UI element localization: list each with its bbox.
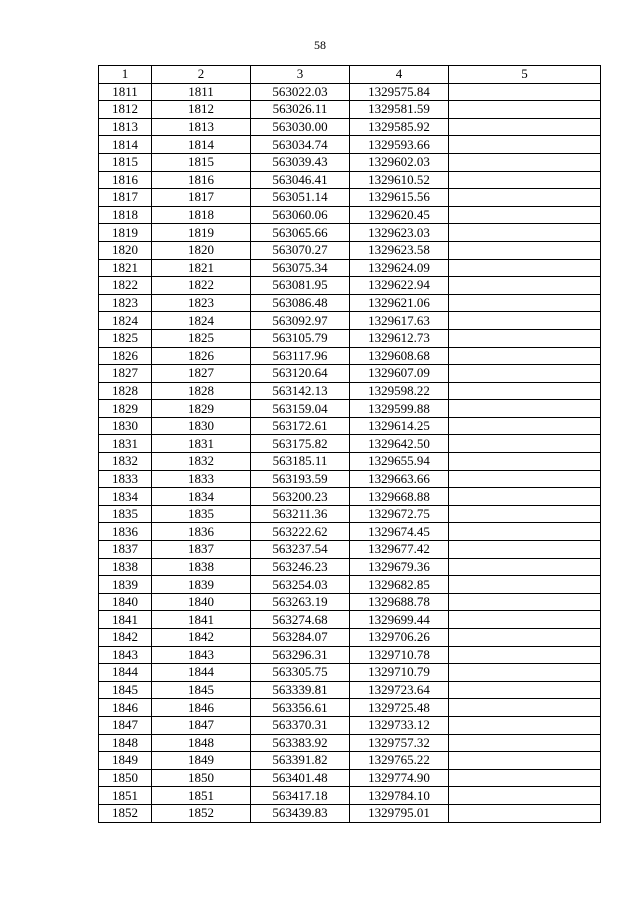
table-cell [449, 171, 601, 189]
table-cell: 1329607.09 [350, 365, 449, 383]
table-cell: 1824 [152, 312, 251, 330]
table-cell: 563246.23 [251, 558, 350, 576]
table-cell: 1833 [99, 470, 152, 488]
table-cell: 563356.61 [251, 699, 350, 717]
table-cell: 563034.74 [251, 136, 350, 154]
table-row [99, 769, 601, 787]
table-cell: 1826 [152, 347, 251, 365]
table-cell [449, 294, 601, 312]
table-cell: 563092.97 [251, 312, 350, 330]
table-cell: 1822 [99, 277, 152, 295]
table-cell: 1849 [99, 752, 152, 770]
table-cell: 1329668.88 [350, 488, 449, 506]
table-cell: 1837 [152, 541, 251, 559]
table-cell: 563305.75 [251, 664, 350, 682]
table-cell: 1329599.88 [350, 400, 449, 418]
table-cell: 1833 [152, 470, 251, 488]
table-cell: 563065.66 [251, 224, 350, 242]
table-cell: 563051.14 [251, 189, 350, 207]
table-cell: 563296.31 [251, 646, 350, 664]
table-cell: 1838 [99, 558, 152, 576]
table-cell: 1329725.48 [350, 699, 449, 717]
table-cell [449, 541, 601, 559]
table-cell: 1820 [99, 241, 152, 259]
table-cell: 1329610.52 [350, 171, 449, 189]
table-cell: 563117.96 [251, 347, 350, 365]
table-cell [449, 136, 601, 154]
table-row [99, 558, 601, 576]
table-row [99, 294, 601, 312]
table-cell: 1834 [99, 488, 152, 506]
table-row [99, 488, 601, 506]
table-cell [449, 664, 601, 682]
table-cell: 563193.59 [251, 470, 350, 488]
table-cell: 1329663.66 [350, 470, 449, 488]
table-cell: 1850 [152, 769, 251, 787]
table-cell: 1831 [152, 435, 251, 453]
table-cell: 563159.04 [251, 400, 350, 418]
table-cell [449, 365, 601, 383]
table-cell: 563046.41 [251, 171, 350, 189]
table-cell: 1813 [152, 118, 251, 136]
table-cell [449, 699, 601, 717]
table-cell: 1827 [99, 365, 152, 383]
table-cell: 563439.83 [251, 804, 350, 822]
table-cell: 1329733.12 [350, 716, 449, 734]
table-cell: 1329674.45 [350, 523, 449, 541]
table-cell [449, 505, 601, 523]
table-row [99, 646, 601, 664]
table-cell [449, 558, 601, 576]
table-row [99, 453, 601, 471]
table-cell: 563142.13 [251, 382, 350, 400]
table-cell: 1819 [99, 224, 152, 242]
table-cell: 1825 [99, 329, 152, 347]
table-cell [449, 224, 601, 242]
table-cell: 1838 [152, 558, 251, 576]
table-cell: 1846 [99, 699, 152, 717]
column-header: 1 [99, 66, 152, 84]
table-cell: 1826 [99, 347, 152, 365]
table-cell: 1329608.68 [350, 347, 449, 365]
table-cell [449, 189, 601, 207]
table-cell: 1329593.66 [350, 136, 449, 154]
table-cell: 563022.03 [251, 83, 350, 101]
table-cell: 563263.19 [251, 593, 350, 611]
table-cell: 1329602.03 [350, 153, 449, 171]
table-cell: 563105.79 [251, 329, 350, 347]
table-cell: 1329615.56 [350, 189, 449, 207]
table-cell: 1843 [99, 646, 152, 664]
table-cell [449, 629, 601, 647]
table-row [99, 541, 601, 559]
table-cell: 1836 [152, 523, 251, 541]
table-cell: 563417.18 [251, 787, 350, 805]
table-cell: 1329677.42 [350, 541, 449, 559]
table-cell: 1841 [99, 611, 152, 629]
table-cell: 1840 [99, 593, 152, 611]
table-cell: 1329655.94 [350, 453, 449, 471]
table-cell: 1818 [152, 206, 251, 224]
table-cell [449, 769, 601, 787]
table-row [99, 382, 601, 400]
table-cell: 1849 [152, 752, 251, 770]
column-header: 4 [350, 66, 449, 84]
column-header: 2 [152, 66, 251, 84]
table-cell [449, 593, 601, 611]
table-cell: 1835 [99, 505, 152, 523]
table-cell: 1815 [152, 153, 251, 171]
table-cell: 1814 [99, 136, 152, 154]
table-cell: 563401.48 [251, 769, 350, 787]
table-cell: 1840 [152, 593, 251, 611]
table-row [99, 241, 601, 259]
table-row [99, 787, 601, 805]
table-cell: 1812 [152, 101, 251, 119]
table-cell [449, 681, 601, 699]
table-row [99, 523, 601, 541]
table-row [99, 716, 601, 734]
table-row [99, 101, 601, 119]
table-cell [449, 382, 601, 400]
table-cell: 1818 [99, 206, 152, 224]
table-cell [449, 277, 601, 295]
table-cell: 1848 [152, 734, 251, 752]
table-cell: 1851 [99, 787, 152, 805]
table-cell [449, 576, 601, 594]
table-row [99, 470, 601, 488]
table-cell: 1820 [152, 241, 251, 259]
table-cell: 1847 [152, 716, 251, 734]
table-cell: 1845 [152, 681, 251, 699]
table-cell [449, 435, 601, 453]
table-row [99, 752, 601, 770]
table-cell: 1841 [152, 611, 251, 629]
table-cell: 1329642.50 [350, 435, 449, 453]
table-cell: 563060.06 [251, 206, 350, 224]
table-cell [449, 804, 601, 822]
table-cell [449, 241, 601, 259]
table-cell: 1834 [152, 488, 251, 506]
table-cell: 1329614.25 [350, 417, 449, 435]
table-cell: 1839 [152, 576, 251, 594]
table-cell: 1832 [152, 453, 251, 471]
table-cell: 1329688.78 [350, 593, 449, 611]
table-cell: 1329598.22 [350, 382, 449, 400]
table-cell: 1813 [99, 118, 152, 136]
table-cell: 563172.61 [251, 417, 350, 435]
table-cell: 1824 [99, 312, 152, 330]
table-cell: 1329699.44 [350, 611, 449, 629]
table-cell: 1329612.73 [350, 329, 449, 347]
table-cell [449, 83, 601, 101]
table-cell: 1329774.90 [350, 769, 449, 787]
table-row [99, 611, 601, 629]
table-cell: 1829 [99, 400, 152, 418]
column-header: 3 [251, 66, 350, 84]
table-cell: 1835 [152, 505, 251, 523]
table-cell: 1329621.06 [350, 294, 449, 312]
table-row [99, 329, 601, 347]
table-cell: 1329672.75 [350, 505, 449, 523]
table-cell: 1829 [152, 400, 251, 418]
table-cell [449, 787, 601, 805]
table-cell: 563339.81 [251, 681, 350, 699]
table-cell [449, 488, 601, 506]
table-cell: 1832 [99, 453, 152, 471]
table-cell: 1329723.64 [350, 681, 449, 699]
table-cell [449, 259, 601, 277]
table-row [99, 83, 601, 101]
table-cell: 1845 [99, 681, 152, 699]
table-cell: 1836 [99, 523, 152, 541]
table-cell: 1816 [152, 171, 251, 189]
table-row [99, 593, 601, 611]
table-cell [449, 101, 601, 119]
table-cell: 1811 [152, 83, 251, 101]
table-cell: 1329575.84 [350, 83, 449, 101]
table-cell: 1329682.85 [350, 576, 449, 594]
table-cell [449, 153, 601, 171]
table-cell: 1830 [152, 417, 251, 435]
table-cell: 563274.68 [251, 611, 350, 629]
table-cell: 1815 [99, 153, 152, 171]
table-row [99, 136, 601, 154]
table-cell: 1329710.79 [350, 664, 449, 682]
table-cell: 1329624.09 [350, 259, 449, 277]
table-cell: 1814 [152, 136, 251, 154]
table-cell: 1821 [152, 259, 251, 277]
coordinates-table [98, 65, 601, 823]
table-cell: 1817 [152, 189, 251, 207]
table-cell: 563175.82 [251, 435, 350, 453]
table-cell: 1329623.03 [350, 224, 449, 242]
table-cell: 563211.36 [251, 505, 350, 523]
table-row [99, 435, 601, 453]
table-cell: 1852 [99, 804, 152, 822]
table-row [99, 365, 601, 383]
table-cell: 1837 [99, 541, 152, 559]
table-cell: 1831 [99, 435, 152, 453]
table-cell: 563086.48 [251, 294, 350, 312]
table-cell: 1850 [99, 769, 152, 787]
table-cell: 1329617.63 [350, 312, 449, 330]
table-cell [449, 716, 601, 734]
table-cell: 1821 [99, 259, 152, 277]
table-cell: 563075.34 [251, 259, 350, 277]
table-cell [449, 470, 601, 488]
table-cell: 1823 [99, 294, 152, 312]
table-cell: 563185.11 [251, 453, 350, 471]
table-cell: 563026.11 [251, 101, 350, 119]
table-cell: 1828 [152, 382, 251, 400]
table-row [99, 224, 601, 242]
table-cell: 563383.92 [251, 734, 350, 752]
table-cell: 1329585.92 [350, 118, 449, 136]
table-cell: 1825 [152, 329, 251, 347]
table-cell: 1848 [99, 734, 152, 752]
table-cell: 1329622.94 [350, 277, 449, 295]
table-cell: 563284.07 [251, 629, 350, 647]
table-cell: 1329623.58 [350, 241, 449, 259]
table-cell: 563120.64 [251, 365, 350, 383]
table-cell [449, 523, 601, 541]
table-row [99, 699, 601, 717]
table-cell: 563081.95 [251, 277, 350, 295]
table-cell: 1842 [99, 629, 152, 647]
table-row [99, 664, 601, 682]
table-cell: 1830 [99, 417, 152, 435]
table-cell: 1847 [99, 716, 152, 734]
table-cell [449, 118, 601, 136]
header-row [99, 66, 601, 84]
table-cell [449, 347, 601, 365]
table-row [99, 259, 601, 277]
table-row [99, 400, 601, 418]
table-cell: 1827 [152, 365, 251, 383]
table-cell: 1329784.10 [350, 787, 449, 805]
table-row [99, 153, 601, 171]
table-row [99, 206, 601, 224]
table-cell: 563030.00 [251, 118, 350, 136]
table-row [99, 576, 601, 594]
table-cell: 1844 [99, 664, 152, 682]
table-row [99, 804, 601, 822]
table-cell: 1329710.78 [350, 646, 449, 664]
table-cell [449, 329, 601, 347]
table-row [99, 277, 601, 295]
column-header: 5 [449, 66, 601, 84]
table-cell: 1329581.59 [350, 101, 449, 119]
table-cell: 1822 [152, 277, 251, 295]
table-cell: 563237.54 [251, 541, 350, 559]
table-row [99, 189, 601, 207]
table-cell: 1844 [152, 664, 251, 682]
table-cell [449, 453, 601, 471]
table-row [99, 347, 601, 365]
table-cell: 1823 [152, 294, 251, 312]
table-row [99, 681, 601, 699]
table-cell: 1329620.45 [350, 206, 449, 224]
table-row [99, 505, 601, 523]
table-cell [449, 611, 601, 629]
table-cell: 1329765.22 [350, 752, 449, 770]
table-header [99, 66, 601, 84]
table-cell: 563370.31 [251, 716, 350, 734]
table-cell: 1828 [99, 382, 152, 400]
table-row [99, 312, 601, 330]
table-cell: 1819 [152, 224, 251, 242]
table-cell: 1811 [99, 83, 152, 101]
table-cell: 1839 [99, 576, 152, 594]
table-cell: 563391.82 [251, 752, 350, 770]
table-cell: 563254.03 [251, 576, 350, 594]
table-row [99, 629, 601, 647]
table-cell: 1329757.32 [350, 734, 449, 752]
table-cell: 563070.27 [251, 241, 350, 259]
table-cell: 1852 [152, 804, 251, 822]
table-row [99, 171, 601, 189]
table-cell [449, 206, 601, 224]
table-cell: 1329679.36 [350, 558, 449, 576]
table-body [99, 83, 601, 822]
table-cell: 1817 [99, 189, 152, 207]
table-cell [449, 752, 601, 770]
table-row [99, 417, 601, 435]
table-cell: 563222.62 [251, 523, 350, 541]
table-cell: 1816 [99, 171, 152, 189]
table-cell [449, 417, 601, 435]
table-cell [449, 734, 601, 752]
table-cell: 563200.23 [251, 488, 350, 506]
table-cell: 563039.43 [251, 153, 350, 171]
table-cell [449, 312, 601, 330]
table-row [99, 118, 601, 136]
table-cell [449, 646, 601, 664]
table-cell [449, 400, 601, 418]
table-cell: 1329706.26 [350, 629, 449, 647]
table-cell: 1851 [152, 787, 251, 805]
table-cell: 1329795.01 [350, 804, 449, 822]
table-cell: 1812 [99, 101, 152, 119]
table-cell: 1842 [152, 629, 251, 647]
table-cell: 1846 [152, 699, 251, 717]
table-cell: 1843 [152, 646, 251, 664]
table-row [99, 734, 601, 752]
page-number: 58 [314, 38, 326, 52]
